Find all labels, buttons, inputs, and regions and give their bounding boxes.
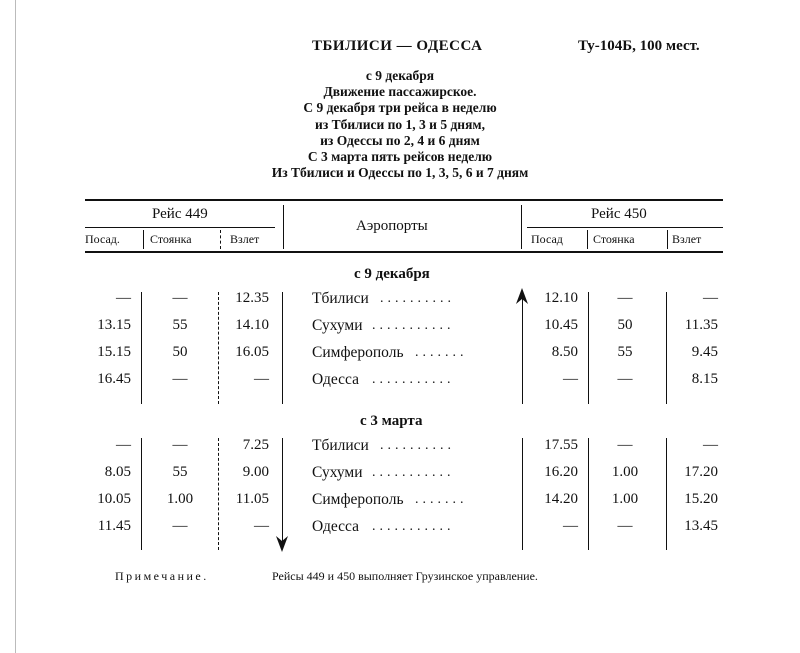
arrow-up-icon [515, 288, 529, 304]
table-header-bottom-rule [85, 251, 723, 253]
time-cell: — [254, 518, 269, 534]
time-cell: 10.45 [544, 317, 578, 333]
time-cell: 16.20 [544, 464, 578, 480]
time-cell: — [116, 290, 131, 306]
section-title: с 9 декабря [354, 266, 430, 282]
time-cell: 12.35 [235, 290, 269, 306]
leader-dots: .......... [380, 291, 455, 306]
flight-449-header: Рейс 449 [152, 206, 208, 222]
leader-dots: ........... [372, 465, 455, 480]
header-separator [521, 205, 522, 249]
time-cell: 12.10 [544, 290, 578, 306]
note-text: Рейсы 449 и 450 выполняет Грузинское управление. [272, 569, 538, 583]
airport-name: Тбилиси [312, 290, 369, 307]
column-separator [666, 438, 667, 550]
column-separator [522, 298, 523, 404]
time-cell: — [254, 371, 269, 387]
table-top-rule [85, 199, 723, 201]
airport-name: Симферополь [312, 491, 404, 508]
time-cell: 11.05 [235, 491, 269, 507]
time-cell: 16.45 [97, 371, 131, 387]
time-cell: 8.15 [691, 371, 718, 387]
airport-name: Сухуми [312, 464, 363, 481]
service-line: с 9 декабря [365, 68, 435, 83]
airport-name: Сухуми [312, 317, 363, 334]
arrival-header: Посад. [85, 232, 120, 246]
time-cell: 1.00 [611, 464, 639, 480]
column-separator [141, 438, 142, 550]
section-title: с 3 марта [360, 413, 423, 429]
column-separator [218, 438, 219, 550]
header-separator [587, 230, 588, 249]
service-line: Движение пассажирское. [323, 84, 477, 100]
time-cell: 13.45 [684, 518, 718, 534]
page-edge-rule [15, 0, 16, 653]
service-line: С 3 марта пять рейсов неделю [307, 149, 493, 165]
header-separator [220, 230, 221, 249]
time-cell: 1.00 [166, 491, 194, 507]
time-cell: 1.00 [611, 491, 639, 507]
time-cell: — [617, 290, 633, 306]
time-cell: 15.15 [97, 344, 131, 360]
time-cell: — [172, 518, 188, 534]
time-cell: 50 [617, 317, 633, 333]
airport-name: Одесса [312, 518, 359, 535]
time-cell: — [563, 371, 578, 387]
leader-dots: ....... [415, 492, 468, 507]
time-cell: — [172, 290, 188, 306]
time-cell: 15.20 [684, 491, 718, 507]
aircraft-info: Ту-104Б, 100 мест. [578, 38, 700, 54]
time-cell: 55 [172, 464, 188, 480]
column-separator [588, 292, 589, 404]
arrow-down-icon [275, 536, 289, 552]
time-cell: — [617, 371, 633, 387]
time-cell: 55 [617, 344, 633, 360]
time-cell: 17.20 [684, 464, 718, 480]
leader-dots: .......... [380, 438, 455, 453]
departure-header: Взлет [672, 232, 702, 246]
column-separator [522, 438, 523, 550]
time-cell: 55 [172, 317, 188, 333]
leader-dots: ........... [372, 372, 455, 387]
leader-dots: ....... [415, 345, 468, 360]
time-cell: — [703, 437, 718, 453]
airports-header: Аэропорты [356, 218, 428, 234]
service-line: из Одессы по 2, 4 и 6 дням [320, 132, 480, 148]
service-line: Из Тбилиси и Одессы по 1, 3, 5, 6 и 7 дням [271, 165, 529, 181]
flight-450-header: Рейс 450 [591, 206, 647, 222]
time-cell: — [703, 290, 718, 306]
column-separator [141, 292, 142, 404]
header-separator [283, 205, 284, 249]
note-label: Примечание. [115, 569, 209, 583]
time-cell: — [172, 437, 188, 453]
service-line: С 9 декабря три рейса в неделю [303, 100, 497, 116]
stop-header: Стоянка [150, 232, 192, 246]
route-title: ТБИЛИСИ — ОДЕССА [312, 38, 483, 54]
time-cell: 14.20 [544, 491, 578, 507]
arrival-header: Посад [531, 232, 563, 246]
column-separator [282, 292, 283, 404]
time-cell: — [172, 371, 188, 387]
airport-name: Симферополь [312, 344, 404, 361]
service-line: из Тбилиси по 1, 3 и 5 дням, [315, 116, 485, 132]
time-cell: 10.05 [97, 491, 131, 507]
column-separator [588, 438, 589, 550]
time-cell: 8.50 [551, 344, 578, 360]
time-cell: — [563, 518, 578, 534]
column-separator [218, 292, 219, 404]
departure-header: Взлет [230, 232, 260, 246]
time-cell: 50 [172, 344, 188, 360]
leader-dots: ........... [372, 519, 455, 534]
stop-header: Стоянка [593, 232, 635, 246]
time-cell: 11.35 [684, 317, 718, 333]
time-cell: 11.45 [97, 518, 131, 534]
service-description [150, 68, 650, 181]
flight-left-rule [85, 227, 275, 228]
column-separator [282, 438, 283, 542]
airport-name: Одесса [312, 371, 359, 388]
time-cell: — [116, 437, 131, 453]
time-cell: — [617, 518, 633, 534]
time-cell: 9.45 [691, 344, 718, 360]
flight-right-rule [527, 227, 723, 228]
time-cell: 17.55 [544, 437, 578, 453]
time-cell: 16.05 [235, 344, 269, 360]
time-cell: 8.05 [104, 464, 131, 480]
time-cell: 7.25 [242, 437, 269, 453]
time-cell: — [617, 437, 633, 453]
time-cell: 14.10 [235, 317, 269, 333]
header-separator [667, 230, 668, 249]
leader-dots: ........... [372, 318, 455, 333]
airport-name: Тбилиси [312, 437, 369, 454]
column-separator [666, 292, 667, 404]
time-cell: 9.00 [242, 464, 269, 480]
header-separator [143, 230, 144, 249]
time-cell: 13.15 [97, 317, 131, 333]
